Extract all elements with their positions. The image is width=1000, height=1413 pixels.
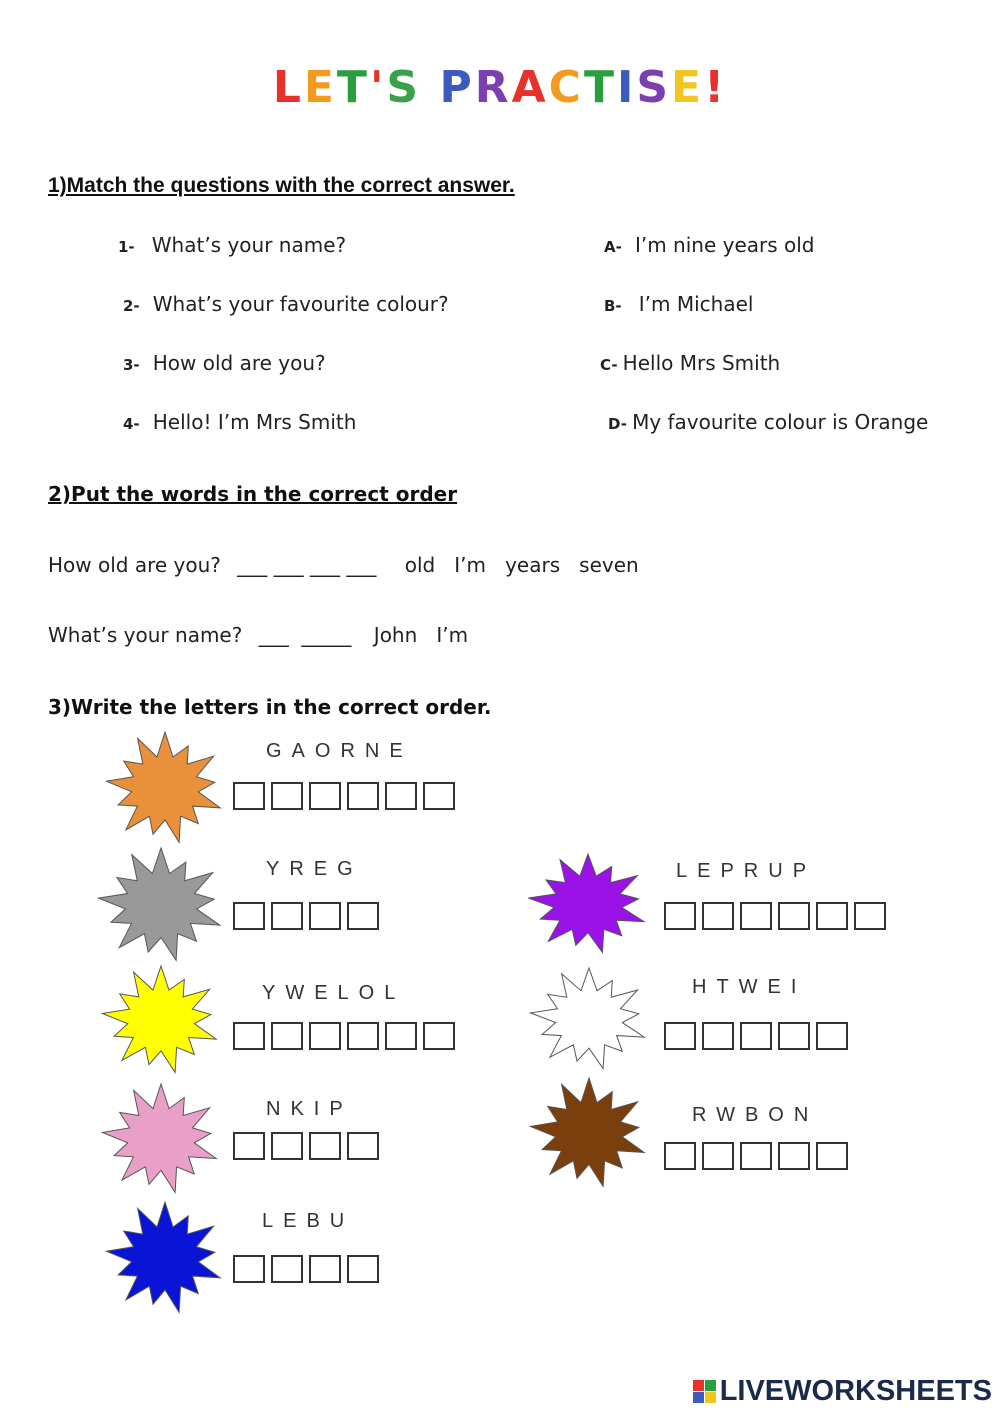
title-letter: C (548, 62, 584, 113)
title-letter: R (474, 62, 512, 113)
scrambled-letters: LEBU (262, 1210, 355, 1232)
letter-box[interactable] (702, 1142, 734, 1170)
orange-star-icon (104, 730, 226, 846)
brown-star-icon (528, 1076, 650, 1190)
scrambled-letters: YWELOL (262, 982, 406, 1004)
letter-box[interactable] (740, 902, 772, 930)
answer-d[interactable] (608, 410, 928, 434)
answer-letter: D- (608, 415, 627, 433)
letter-box[interactable] (347, 1022, 379, 1050)
title-letter: P (439, 62, 475, 113)
answer-letter: B- (604, 297, 622, 315)
letter-boxes (664, 902, 886, 930)
title-letter: E (671, 62, 705, 113)
letter-box[interactable] (309, 902, 341, 930)
letter-box[interactable] (347, 1132, 379, 1160)
letter-box[interactable] (664, 1022, 696, 1050)
letter-box[interactable] (271, 1255, 303, 1283)
letter-box[interactable] (778, 902, 810, 930)
letter-box[interactable] (309, 1132, 341, 1160)
order-line-1 (48, 553, 639, 577)
answer-b[interactable] (604, 292, 753, 316)
letter-box[interactable] (233, 782, 265, 810)
letter-box[interactable] (347, 782, 379, 810)
answer-text: Hello Mrs Smith (622, 351, 781, 375)
answer-a[interactable] (604, 233, 815, 257)
answer-text: I’m nine years old (634, 233, 815, 257)
letter-box[interactable] (309, 1255, 341, 1283)
letter-box[interactable] (778, 1142, 810, 1170)
letter-boxes (664, 1142, 848, 1170)
logo-square (693, 1392, 704, 1403)
letter-box[interactable] (816, 902, 848, 930)
order-prompt: What’s your name? (48, 623, 243, 647)
answer-letter: C- (600, 356, 618, 374)
scrambled-letters: LEPRUP (676, 860, 817, 882)
answer-text: I’m Michael (638, 292, 754, 316)
letter-box[interactable] (385, 782, 417, 810)
title-letter: I (616, 62, 637, 113)
letter-box[interactable] (271, 1022, 303, 1050)
scrambled-words: John I’m (373, 623, 469, 647)
question-number: 3- (123, 356, 140, 374)
question-text: What’s your name? (151, 233, 347, 257)
letter-box[interactable] (385, 1022, 417, 1050)
letter-box[interactable] (309, 782, 341, 810)
letter-box[interactable] (816, 1142, 848, 1170)
letter-box[interactable] (271, 902, 303, 930)
title-letter: L (272, 62, 304, 113)
question-text: Hello! I’m Mrs Smith (152, 410, 357, 434)
letter-box[interactable] (271, 1132, 303, 1160)
order-prompt: How old are you? (48, 553, 221, 577)
letter-boxes (664, 1022, 848, 1050)
question-2[interactable] (123, 292, 449, 316)
logo-square (705, 1380, 716, 1391)
purple-star-icon (526, 852, 650, 956)
question-text: How old are you? (152, 351, 326, 375)
letter-box[interactable] (233, 1132, 265, 1160)
scrambled-words: old I’m years seven (404, 553, 639, 577)
section1-heading: 1)Match the questions with the correct answer. (48, 174, 515, 197)
question-number: 4- (123, 415, 140, 433)
letter-box[interactable] (347, 1255, 379, 1283)
letter-box[interactable] (740, 1022, 772, 1050)
letter-boxes (233, 1132, 379, 1160)
question-4[interactable] (123, 410, 356, 434)
letter-box[interactable] (233, 1022, 265, 1050)
title-letter (421, 62, 439, 113)
title-letter: E (303, 62, 337, 113)
letter-box[interactable] (702, 902, 734, 930)
letter-boxes (233, 1022, 455, 1050)
letter-box[interactable] (233, 902, 265, 930)
letter-box[interactable] (664, 902, 696, 930)
grey-star-icon (96, 846, 226, 964)
letter-boxes (233, 902, 379, 930)
title-letter: S (636, 62, 672, 113)
question-1[interactable] (118, 233, 346, 257)
answer-letter: A- (604, 238, 622, 256)
question-number: 2- (123, 297, 140, 315)
scrambled-letters: RWBON (692, 1104, 819, 1126)
liveworksheets-logo-icon (693, 1380, 716, 1403)
letter-box[interactable] (816, 1022, 848, 1050)
scrambled-letters: GAORNE (266, 740, 413, 762)
scrambled-letters: HTWEI (692, 976, 807, 998)
footer-brand: LIVEWORKSHEETS (719, 1375, 992, 1407)
blue-star-icon (104, 1200, 226, 1316)
letter-boxes (233, 1255, 379, 1283)
title-letter: A (511, 62, 549, 113)
letter-box[interactable] (309, 1022, 341, 1050)
letter-box[interactable] (271, 782, 303, 810)
letter-box[interactable] (233, 1255, 265, 1283)
letter-box[interactable] (664, 1142, 696, 1170)
question-text: What’s your favourite colour? (152, 292, 449, 316)
letter-box[interactable] (423, 1022, 455, 1050)
yellow-star-icon (100, 964, 222, 1076)
question-number: 1- (118, 238, 135, 256)
letter-boxes (233, 782, 455, 810)
letter-box[interactable] (778, 1022, 810, 1050)
letter-box[interactable] (702, 1022, 734, 1050)
pink-star-icon (100, 1082, 222, 1196)
title-letter: ' (369, 62, 387, 113)
scrambled-letters: NKIP (266, 1098, 353, 1120)
logo-square (705, 1392, 716, 1403)
answer-blanks[interactable]: ___ _____ (258, 623, 352, 647)
worksheet-title (0, 62, 1000, 113)
title-letter: S (386, 62, 422, 113)
white-star-icon (528, 966, 650, 1072)
letter-box[interactable] (423, 782, 455, 810)
section3-heading: 3)Write the letters in the correct order. (48, 695, 492, 719)
answer-blanks[interactable]: ___ ___ ___ ___ (237, 553, 377, 577)
logo-square (693, 1380, 704, 1391)
answer-text: My favourite colour is Orange (632, 410, 929, 434)
title-letter: T (583, 62, 617, 113)
letter-box[interactable] (347, 902, 379, 930)
order-line-2 (48, 623, 468, 647)
section2-heading: 2)Put the words in the correct order (48, 482, 458, 506)
letter-box[interactable] (854, 902, 886, 930)
liveworksheets-footer (693, 1375, 992, 1408)
question-3[interactable] (123, 351, 326, 375)
title-letter: T (336, 62, 370, 113)
letter-box[interactable] (740, 1142, 772, 1170)
scrambled-letters: YREG (266, 858, 363, 880)
title-letter: ! (704, 62, 728, 113)
answer-c[interactable] (600, 351, 780, 375)
